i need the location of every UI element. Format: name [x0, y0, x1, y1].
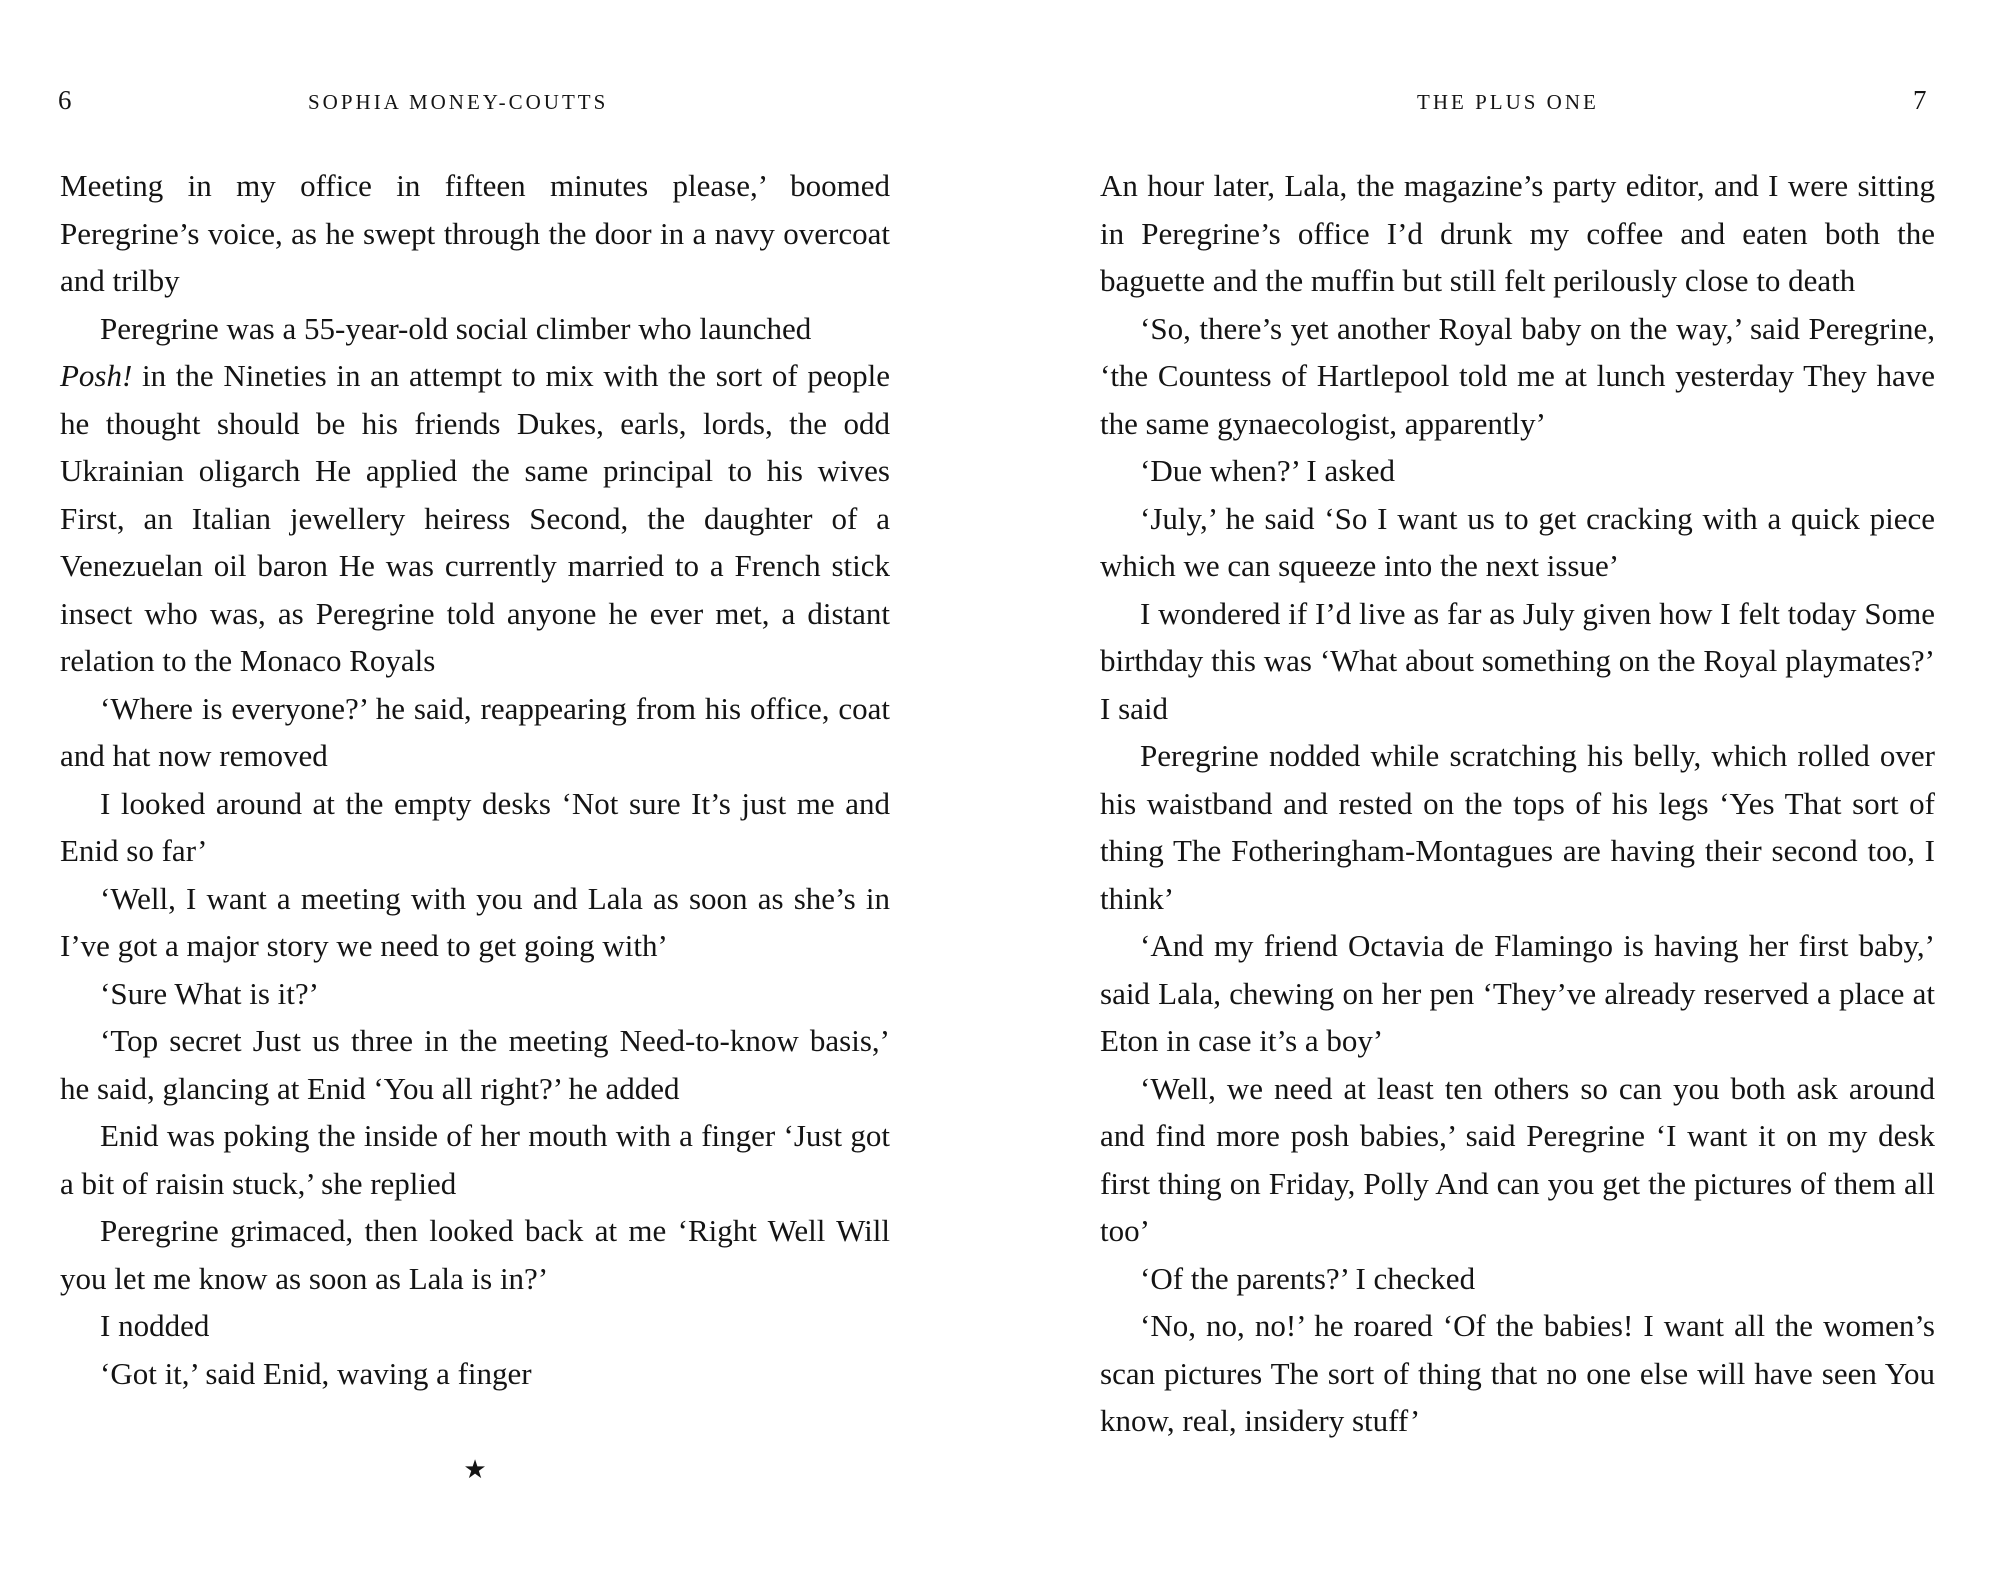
paragraph: ‘Well, we need at least ten others so can you both ask around and find more posh babies,’ said Peregrine ‘I want it on my desk first thing on Friday, Polly And can you get the pictures of them all too’: [1100, 1070, 1935, 1248]
magazine-title: Posh!: [60, 358, 133, 393]
page-number: 6: [58, 85, 72, 115]
paragraph: ‘Well, I want a meeting with you and Lala as soon as she’s in I’ve got a major story we need to get going with’: [60, 880, 890, 963]
paragraph: ‘So, there’s yet another Royal baby on the way,’ said Peregrine, ‘the Countess of Hartlepool told me at lunch yesterday They have the same gynaecologist, apparently’: [1100, 310, 1935, 441]
paragraph: Peregrine nodded while scratching his belly, which rolled over his waistband and rested on the tops of his legs ‘Yes That sort of thing The Fotheringham-Montagues are having their second too, I think’: [1100, 738, 1935, 916]
paragraph: [60, 305, 890, 685]
paragraph: I nodded: [100, 1308, 210, 1343]
paragraph: Meeting in my office in fifteen minutes please,’ boomed Peregrine’s voice, as he swept through the door in a navy overcoat and trilby: [60, 168, 890, 298]
body-text: [1100, 162, 1935, 1445]
paragraph-text: Peregrine was a 55-year-old social climber who launched: [100, 310, 812, 346]
paragraph: ‘Where is everyone?’ he said, reappearing from his office, coat and hat now removed: [60, 690, 890, 773]
paragraph: I looked around at the empty desks ‘Not sure It’s just me and Enid so far’: [60, 785, 890, 868]
section-break-star-icon: ★: [463, 1455, 487, 1484]
paragraph: ‘July,’ he said ‘So I want us to get cracking with a quick piece which we can squeeze into the next issue’: [1100, 500, 1935, 583]
paragraph-text: in the Nineties in an attempt to mix with the sort of people he thought should be his friends Dukes, earls, lords, the odd Ukrainian oligarch He applied the same principal to his wives First, an Italian jewellery heiress Second, the daughter of a Venezuelan oil baron He was currently married to a French stick insect who was, as Peregrine told anyone he ever met, a distant relation to the Monaco Royals: [60, 358, 891, 678]
body-text: [60, 162, 890, 1485]
paragraph: ‘Got it,’ said Enid, waving a finger: [100, 1355, 532, 1391]
running-head-title: THE PLUS ONE: [1417, 90, 1599, 114]
paragraph: ‘Of the parents?’ I checked: [1140, 1260, 1476, 1296]
paragraph: Enid was poking the inside of her mouth with a finger ‘Just got a bit of raisin stuck,’ she replied: [60, 1118, 890, 1201]
running-head-author: SOPHIA MONEY-COUTTS: [308, 90, 609, 114]
page-number: 7: [1913, 85, 1927, 115]
paragraph: Peregrine grimaced, then looked back at me ‘Right Well Will you let me know as soon as Lala is in?’: [60, 1213, 890, 1296]
paragraph: I wondered if I’d live as far as July given how I felt today Some birthday this was ‘What about something on the Royal playmates?’ I said: [1100, 595, 1935, 726]
right-page: [1000, 0, 2000, 1571]
paragraph: ‘No, no, no!’ he roared ‘Of the babies! I want all the women’s scan pictures The sort of thing that no one else will have seen You know, real, insidery stuff’: [1100, 1308, 1935, 1438]
paragraph: ‘Sure What is it?’: [100, 975, 319, 1011]
paragraph: An hour later, Lala, the magazine’s party editor, and I were sitting in Peregrine’s office I’d drunk my coffee and eaten both the baguette and the muffin but still felt perilously close to death: [1100, 168, 1935, 298]
paragraph: ‘Top secret Just us three in the meeting Need-to-know basis,’ he said, glancing at Enid ‘You all right?’ he added: [60, 1023, 890, 1106]
paragraph: ‘Due when?’ I asked: [1140, 453, 1396, 488]
paragraph: ‘And my friend Octavia de Flamingo is having her first baby,’ said Lala, chewing on her pen ‘They’ve already reserved a place at Eton in case it’s a boy’: [1100, 928, 1935, 1058]
